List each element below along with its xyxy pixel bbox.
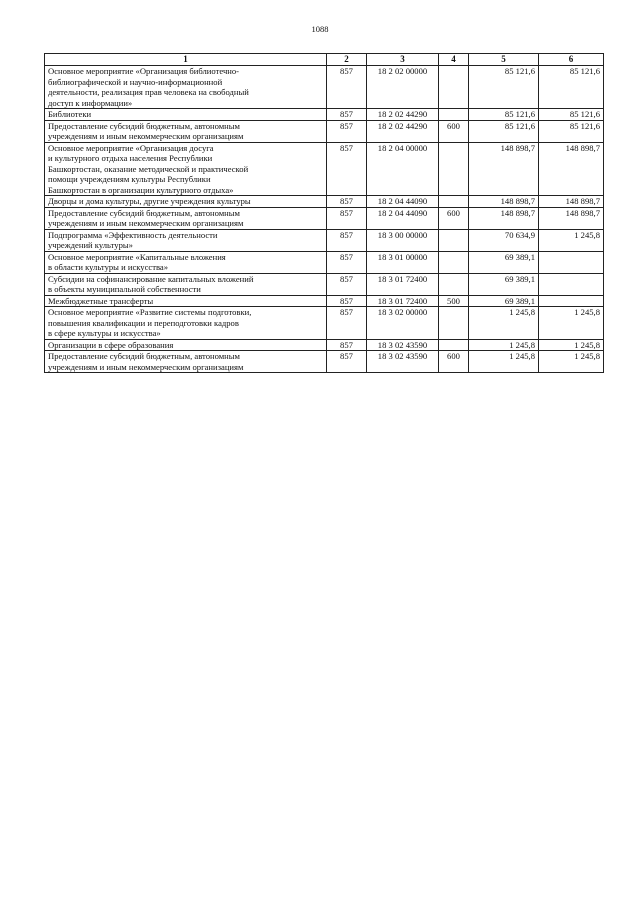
row-amount2-cell: 148 898,7 <box>539 196 604 208</box>
row-name-cell: Предоставление субсидий бюджетным, автономным учреждениям и иным некоммерческим организациям <box>45 351 327 373</box>
table-row <box>45 196 604 208</box>
row-amount-cell: 148 898,7 <box>469 142 539 196</box>
row-amount2-cell <box>539 295 604 307</box>
row-admin-cell: 857 <box>327 295 367 307</box>
header-col-6: 6 <box>539 54 604 66</box>
header-col-1: 1 <box>45 54 327 66</box>
row-amount2-cell <box>539 273 604 295</box>
row-amount2-cell: 1 245,8 <box>539 307 604 340</box>
row-amount-cell: 85 121,6 <box>469 66 539 109</box>
row-admin-cell: 857 <box>327 229 367 251</box>
row-type-cell <box>439 273 469 295</box>
table-row <box>45 273 604 295</box>
table-row <box>45 120 604 142</box>
row-amount2-cell: 85 121,6 <box>539 66 604 109</box>
row-admin-cell: 857 <box>327 351 367 373</box>
row-amount-cell: 148 898,7 <box>469 207 539 229</box>
row-amount2-cell: 1 245,8 <box>539 351 604 373</box>
row-code-cell: 18 2 04 44090 <box>367 207 439 229</box>
row-admin-cell: 857 <box>327 339 367 351</box>
header-col-5: 5 <box>469 54 539 66</box>
row-code-cell: 18 3 02 43590 <box>367 351 439 373</box>
row-amount-cell: 69 389,1 <box>469 295 539 307</box>
row-amount2-cell: 85 121,6 <box>539 120 604 142</box>
budget-table <box>44 53 604 373</box>
table-row <box>45 307 604 340</box>
row-amount2-cell: 85 121,6 <box>539 109 604 121</box>
row-name-cell: Межбюджетные трансферты <box>45 295 327 307</box>
page-number: 1088 <box>311 24 329 34</box>
row-type-cell: 500 <box>439 295 469 307</box>
table-row <box>45 251 604 273</box>
table-row <box>45 66 604 109</box>
row-amount-cell: 69 389,1 <box>469 273 539 295</box>
row-code-cell: 18 2 02 44290 <box>367 120 439 142</box>
row-type-cell: 600 <box>439 207 469 229</box>
row-amount-cell: 85 121,6 <box>469 120 539 142</box>
row-code-cell: 18 2 02 44290 <box>367 109 439 121</box>
row-name-cell: Библиотеки <box>45 109 327 121</box>
table-row <box>45 109 604 121</box>
row-type-cell <box>439 229 469 251</box>
row-admin-cell: 857 <box>327 196 367 208</box>
row-type-cell <box>439 251 469 273</box>
row-type-cell <box>439 196 469 208</box>
row-name-cell: Дворцы и дома культуры, другие учреждения культуры <box>45 196 327 208</box>
row-code-cell: 18 2 02 00000 <box>367 66 439 109</box>
row-code-cell: 18 3 02 00000 <box>367 307 439 340</box>
row-amount-cell: 148 898,7 <box>469 196 539 208</box>
row-amount-cell: 69 389,1 <box>469 251 539 273</box>
row-name-cell: Основное мероприятие «Развитие системы подготовки, повышения квалификации и переподготовки кадров в сфере культуры и искусства» <box>45 307 327 340</box>
row-type-cell <box>439 142 469 196</box>
row-admin-cell: 857 <box>327 307 367 340</box>
row-amount2-cell: 148 898,7 <box>539 142 604 196</box>
row-amount2-cell: 1 245,8 <box>539 229 604 251</box>
row-admin-cell: 857 <box>327 142 367 196</box>
row-amount2-cell: 1 245,8 <box>539 339 604 351</box>
row-admin-cell: 857 <box>327 120 367 142</box>
row-name-cell: Предоставление субсидий бюджетным, автономным учреждениям и иным некоммерческим организациям <box>45 120 327 142</box>
row-name-cell: Предоставление субсидий бюджетным, автономным учреждениям и иным некоммерческим организациям <box>45 207 327 229</box>
row-type-cell: 600 <box>439 351 469 373</box>
table-row <box>45 351 604 373</box>
row-type-cell: 600 <box>439 120 469 142</box>
row-admin-cell: 857 <box>327 109 367 121</box>
row-amount-cell: 1 245,8 <box>469 339 539 351</box>
row-name-cell: Субсидии на софинансирование капитальных вложений в объекты муниципальной собственности <box>45 273 327 295</box>
header-col-4: 4 <box>439 54 469 66</box>
header-row <box>45 54 604 66</box>
row-type-cell <box>439 339 469 351</box>
row-amount2-cell <box>539 251 604 273</box>
row-type-cell <box>439 109 469 121</box>
table-row <box>45 339 604 351</box>
row-code-cell: 18 2 04 00000 <box>367 142 439 196</box>
row-admin-cell: 857 <box>327 66 367 109</box>
table-row <box>45 229 604 251</box>
header-col-2: 2 <box>327 54 367 66</box>
row-name-cell: Основное мероприятие «Организация досуга и культурного отдыха населения Республики Башкортостан, оказание методической и практической помощи учреждениям культуры Республики Башкортостан в организации культурного отдыха» <box>45 142 327 196</box>
row-amount-cell: 1 245,8 <box>469 351 539 373</box>
table-row <box>45 295 604 307</box>
row-admin-cell: 857 <box>327 273 367 295</box>
header-col-3: 3 <box>367 54 439 66</box>
row-code-cell: 18 3 01 00000 <box>367 251 439 273</box>
row-amount-cell: 70 634,9 <box>469 229 539 251</box>
table-header <box>45 54 604 66</box>
row-code-cell: 18 3 01 72400 <box>367 295 439 307</box>
table-row <box>45 207 604 229</box>
table-body <box>45 66 604 373</box>
row-type-cell <box>439 66 469 109</box>
row-type-cell <box>439 307 469 340</box>
row-amount2-cell: 148 898,7 <box>539 207 604 229</box>
row-code-cell: 18 2 04 44090 <box>367 196 439 208</box>
row-name-cell: Основное мероприятие «Капитальные вложения в области культуры и искусства» <box>45 251 327 273</box>
row-name-cell: Подпрограмма «Эффективность деятельности учреждений культуры» <box>45 229 327 251</box>
row-name-cell: Основное мероприятие «Организация библиотечно- библиографической и научно-информационной деятельности, реализация прав человека на свободный доступ к информации» <box>45 66 327 109</box>
row-code-cell: 18 3 00 00000 <box>367 229 439 251</box>
row-code-cell: 18 3 02 43590 <box>367 339 439 351</box>
row-amount-cell: 85 121,6 <box>469 109 539 121</box>
row-name-cell: Организации в сфере образования <box>45 339 327 351</box>
table-row <box>45 142 604 196</box>
row-code-cell: 18 3 01 72400 <box>367 273 439 295</box>
row-admin-cell: 857 <box>327 207 367 229</box>
row-amount-cell: 1 245,8 <box>469 307 539 340</box>
row-admin-cell: 857 <box>327 251 367 273</box>
